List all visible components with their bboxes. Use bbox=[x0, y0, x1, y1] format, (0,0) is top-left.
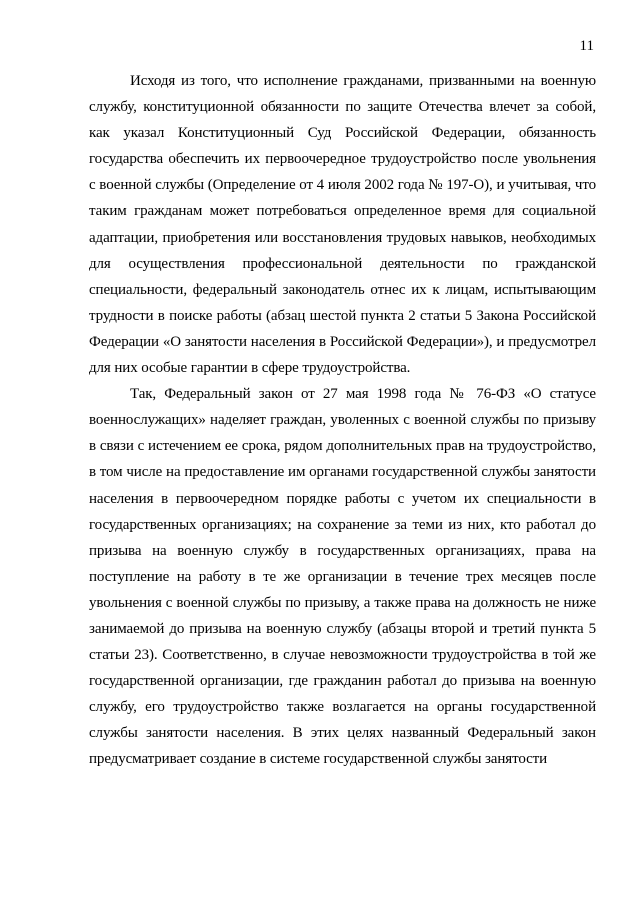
paragraph: Исходя из того, что исполнение гражданами, призванными на военную службу, конституционной обязанности по защите Отечества влечет за собой, как указал Конституционный Суд Российской Федерации, обязанность государства обеспечить их первоочередное трудоустройство после увольнения с военной службы (Определение от 4 июля 2002 года № 197-О), и учитывая, что таким гражданам может потребоваться определенное время для социальной адаптации, приобретения или восстановления трудовых навыков, необходимых для осуществления профессиональной деятельности по гражданской специальности, федеральный законодатель отнес их к лицам, испытывающим трудности в поиске работы (абзац шестой пункта 2 статьи 5 Закона Российской Федерации «О занятости населения в Российской Федерации»), и предусмотрел для них особые гарантии в сфере трудоустройства. bbox=[89, 73, 596, 377]
document-body bbox=[89, 68, 596, 773]
page-number: 11 bbox=[579, 38, 594, 54]
paragraph: Так, Федеральный закон от 27 мая 1998 года № 76-ФЗ «О статусе военнослужащих» наделяет граждан, уволенных с военной службы по призыву в связи с истечением ее срока, рядом дополнительных прав на трудоустройство, в том числе на предоставление им органами государственной службы занятости населения в первоочередном порядке работы с учетом их специальности в государственных организациях; на сохранение за теми из них, кто работал до призыва на военную службу в государственных организациях, права на поступление на работу в те же организации в течение трех месяцев после увольнения с военной службы по призыву, а также права на должность не ниже занимаемой до призыва на военную службу (абзацы второй и третий пункта 5 статьи 23). Соответственно, в случае невозможности трудоустройства в той же государственной организации, где гражданин работал до призыва на военную службу, его трудоустройство также возлагается на органы государственной службы занятости населения. В этих целях названный Федеральный закон предусматривает создание в системе государственной службы занятости bbox=[89, 386, 596, 768]
